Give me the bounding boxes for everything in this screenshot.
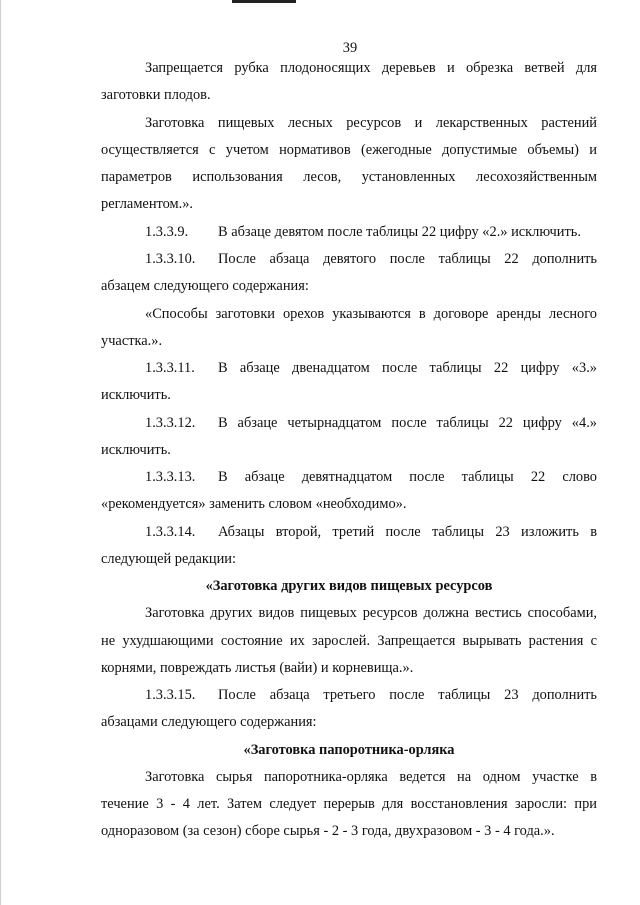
paragraph-line: В абзаце девятнадцатом после таблицы 22 слово <box>218 469 597 485</box>
paragraph-line: «рекомендуется» заменить словом «необходимо». <box>101 496 407 512</box>
clause-number: 1.3.3.11. <box>145 360 195 376</box>
paragraph-line: абзацем следующего содержания: <box>101 278 309 294</box>
paragraph-line: «Способы заготовки орехов указываются в договоре аренды лесного <box>145 306 597 322</box>
paragraph-line: одноразовом (за сезон) сборе сырья - 2 - 3 года, двухразовом - 3 - 4 года.». <box>101 823 555 839</box>
clause-number: 1.3.3.10. <box>145 251 196 267</box>
clause-number: 1.3.3.13. <box>145 469 196 485</box>
clause-number: 1.3.3.14. <box>145 524 196 540</box>
paragraph-line: абзацами следующего содержания: <box>101 714 317 730</box>
paragraph-line: После абзаца третьего после таблицы 23 дополнить <box>218 687 597 703</box>
paragraph-line: В абзаце четырнадцатом после таблицы 22 цифру «4.» <box>218 415 597 431</box>
paragraph-line: участка.». <box>101 333 163 349</box>
clause-number: 1.3.3.9. <box>145 224 189 240</box>
paragraph-line: осуществляется с учетом нормативов (ежегодные допустимые объемы) и <box>101 142 597 158</box>
paragraph-line: После абзаца девятого после таблицы 22 дополнить <box>218 251 597 267</box>
clause-number: 1.3.3.15. <box>145 687 196 703</box>
paragraph-line: следующей редакции: <box>101 551 236 567</box>
paragraph-line: В абзаце девятом после таблицы 22 цифру «2.» исключить. <box>218 224 581 240</box>
paragraph-line: течение 3 - 4 лет. Затем следует перерыв для восстановления заросли: при <box>101 796 597 812</box>
paragraph-line: Заготовка пищевых лесных ресурсов и лекарственных растений <box>145 115 597 131</box>
paragraph-line: заготовки плодов. <box>101 87 211 103</box>
section-heading: «Заготовка папоротника-орляка <box>243 742 455 758</box>
paragraph-line: Заготовка других видов пищевых ресурсов должна вестись способами, <box>145 605 597 621</box>
scan-top-mark <box>232 0 296 3</box>
scan-left-edge <box>0 0 1 905</box>
paragraph-line: Абзацы второй, третий после таблицы 23 изложить в <box>218 524 597 540</box>
paragraph-line: корнями, повреждать листья (вайи) и корневища.». <box>101 660 414 676</box>
clause-number: 1.3.3.12. <box>145 415 196 431</box>
paragraph-line: исключить. <box>101 442 171 458</box>
paragraph-line: исключить. <box>101 387 171 403</box>
paragraph-line: регламентом.». <box>101 196 194 212</box>
paragraph-line: Заготовка сырья папоротника-орляка ведется на одном участке в <box>145 769 597 785</box>
paragraph-line: Запрещается рубка плодоносящих деревьев и обрезка ветвей для <box>145 60 597 76</box>
page-number: 39 <box>342 40 358 56</box>
paragraph-line: не ухудшающими состояние их зарослей. Запрещается вырывать растения с <box>101 633 597 649</box>
paragraph-line: параметров использования лесов, установленных лесохозяйственным <box>101 169 597 185</box>
section-heading: «Заготовка других видов пищевых ресурсов <box>205 578 493 594</box>
paragraph-line: В абзаце двенадцатом после таблицы 22 цифру «3.» <box>218 360 597 376</box>
